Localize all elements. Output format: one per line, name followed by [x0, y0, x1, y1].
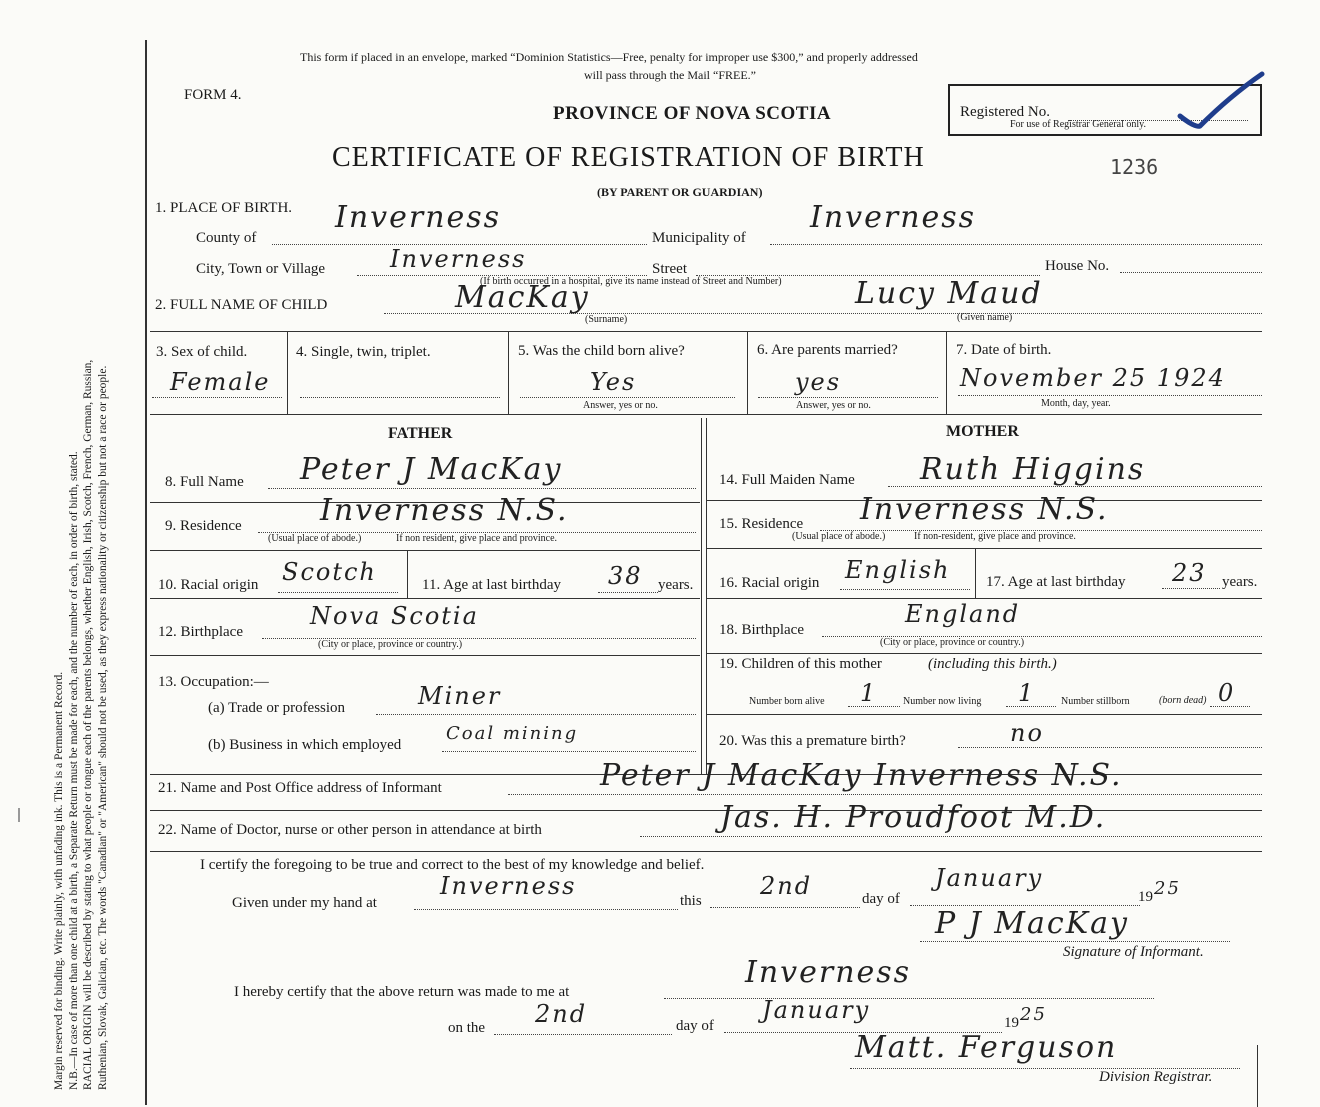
checkmark-icon: [1170, 66, 1270, 136]
mother-residence-label: 15. Residence: [719, 516, 804, 532]
province-heading: PROVINCE OF NOVA SCOTIA: [553, 103, 832, 124]
hospital-note: (If birth occurred in a hospital, give its name instead of Street and Number): [480, 276, 782, 287]
date-format-note: Month, day, year.: [1041, 398, 1111, 409]
father-age-value: 38: [608, 562, 643, 590]
now-living-label: Number now living: [903, 696, 982, 707]
born-alive-value: Yes: [590, 368, 637, 396]
registered-note: For use of Registrar General only.: [1010, 119, 1146, 130]
father-years-label: years.: [658, 577, 694, 593]
certify-year-prefix: 19: [1138, 889, 1153, 905]
signature-informant-label: Signature of Informant.: [1063, 944, 1204, 960]
margin-notes: [52, 30, 110, 1090]
children-note: (including this birth.): [928, 656, 1057, 672]
father-racial-label: 10. Racial origin: [158, 577, 259, 593]
born-alive-count-label: Number born alive: [749, 696, 825, 707]
mother-heading: MOTHER: [946, 423, 1019, 440]
child-name-label: 2. FULL NAME OF CHILD: [155, 297, 328, 313]
single-twin-label: 4. Single, twin, triplet.: [296, 344, 431, 360]
date-of-birth-value: November 25 1924: [960, 364, 1226, 392]
mother-racial-value: English: [845, 556, 951, 584]
child-given-name: Lucy Maud: [855, 276, 1043, 311]
mother-residence-value: Inverness N.S.: [860, 492, 1109, 527]
mother-name-value: Ruth Higgins: [920, 452, 1146, 487]
father-age-label: 11. Age at last birthday: [422, 577, 561, 593]
punch-mark: [18, 808, 20, 822]
father-nonresident-note: If non resident, give place and province.: [396, 533, 558, 544]
mail-notice-line1: This form if placed in an envelope, marked “Dominion Statistics—Free, penalty for improper use $300,” and properly addressed: [300, 50, 918, 64]
mail-notice-line2: will pass through the Mail “FREE.”: [584, 68, 756, 82]
surname-note: (Surname): [585, 314, 628, 325]
informant-signature: P J MacKay: [935, 906, 1129, 941]
father-residence-value: Inverness N.S.: [320, 493, 569, 528]
father-name-label: 8. Full Name: [165, 474, 244, 490]
serial-number: 1236: [1110, 155, 1159, 179]
date-of-birth-label: 7. Date of birth.: [956, 342, 1052, 358]
father-abode-note: (Usual place of abode.): [268, 533, 362, 544]
mother-nonresident-note: If non-resident, give place and province.: [914, 531, 1076, 542]
born-alive-label: 5. Was the child born alive?: [518, 343, 685, 359]
county-label: County of: [196, 230, 257, 246]
sex-value: Female: [170, 368, 271, 396]
born-alive-count-value: 1: [860, 679, 878, 707]
document-subtitle: (BY PARENT OR GUARDIAN): [597, 185, 763, 199]
father-birthplace-note: (City or place, province or country.): [318, 639, 463, 650]
house-number-label: House No.: [1045, 258, 1110, 274]
county-value: Inverness: [335, 200, 502, 235]
father-name-value: Peter J MacKay: [300, 452, 563, 487]
father-birthplace-value: Nova Scotia: [310, 602, 479, 630]
place-of-birth-label: 1. PLACE OF BIRTH.: [155, 200, 293, 216]
given-place-value: Inverness: [440, 872, 577, 900]
business-label: (b) Business in which employed: [208, 737, 402, 753]
married-answer-note: Answer, yes or no.: [796, 400, 871, 411]
margin-line: RACIAL ORIGIN will be described by stating to what people or tongue each of the parents belongs, whether English, Irish, Scotch, French, German, Russian,: [82, 359, 95, 1090]
given-name-note: (Given name): [957, 312, 1013, 323]
document-title: CERTIFICATE OF REGISTRATION OF BIRTH: [332, 142, 925, 173]
margin-line: Ruthenian, Slovak, Galician, etc. The words "Canadian" or "American" should not be used, as they express nationality or citizenship but not a race or people.: [96, 365, 109, 1090]
mother-racial-label: 16. Racial origin: [719, 575, 820, 591]
margin-line: N.B.—In case of more than one child at a birth, a Separate Return must be made for each, and the number of each, in order of birth, stated.: [67, 451, 80, 1090]
mother-birthplace-label: 18. Birthplace: [719, 622, 804, 638]
street-label: Street: [652, 261, 687, 277]
mother-name-label: 14. Full Maiden Name: [719, 472, 855, 488]
certify-day-value: 2nd: [760, 872, 813, 900]
informant-label: 21. Name and Post Office address of Informant: [158, 780, 442, 796]
father-heading: FATHER: [388, 425, 453, 442]
registrar-day-value: 2nd: [535, 1000, 588, 1028]
mother-years-label: years.: [1222, 574, 1258, 590]
now-living-value: 1: [1018, 679, 1036, 707]
this-label: this: [680, 893, 702, 909]
certify-year-suffix: 25: [1154, 878, 1181, 899]
business-value: Coal mining: [446, 723, 579, 744]
certify-month-value: January: [935, 864, 1044, 892]
father-birthplace-label: 12. Birthplace: [158, 624, 243, 640]
children-label: 19. Children of this mother: [719, 656, 882, 672]
premature-value: no: [1010, 719, 1044, 747]
child-surname: MacKay: [455, 280, 590, 315]
municipality-label: Municipality of: [652, 230, 746, 246]
mother-birthplace-note: (City or place, province or country.): [880, 637, 1025, 648]
registrar-year-suffix: 25: [1020, 1004, 1047, 1025]
trade-label: (a) Trade or profession: [208, 700, 346, 716]
stillborn-note: (born dead): [1159, 695, 1207, 706]
premature-label: 20. Was this a premature birth?: [719, 733, 906, 749]
registrar-place-value: Inverness: [745, 955, 912, 990]
alive-answer-note: Answer, yes or no.: [583, 400, 658, 411]
mother-abode-note: (Usual place of abode.): [792, 531, 886, 542]
stillborn-label: Number stillborn: [1061, 696, 1130, 707]
sex-label: 3. Sex of child.: [156, 344, 248, 360]
registrar-year-prefix: 19: [1004, 1015, 1019, 1031]
division-registrar-label: Division Registrar.: [1099, 1069, 1213, 1085]
municipality-value: Inverness: [810, 200, 977, 235]
registrar-signature: Matt. Ferguson: [855, 1030, 1118, 1065]
registrar-statement: I hereby certify that the above return was made to me at: [234, 984, 570, 1000]
mother-age-value: 23: [1172, 559, 1207, 587]
parents-married-label: 6. Are parents married?: [757, 342, 898, 358]
day-of-label: day of: [862, 891, 900, 907]
father-racial-value: Scotch: [282, 558, 377, 586]
registered-label: Registered No.: [960, 104, 1050, 120]
binding-margin-rule: [145, 40, 147, 1105]
mother-age-label: 17. Age at last birthday: [986, 574, 1126, 590]
registrar-month-value: January: [762, 996, 871, 1024]
form-number: FORM 4.: [184, 87, 242, 103]
mother-birthplace-value: England: [905, 600, 1021, 628]
registrar-day-of-label: day of: [676, 1018, 714, 1034]
on-the-label: on the: [448, 1020, 486, 1036]
informant-value: Peter J MacKay Inverness N.S.: [600, 758, 1123, 793]
doctor-label: 22. Name of Doctor, nurse or other person in attendance at birth: [158, 822, 542, 838]
given-under-hand-label: Given under my hand at: [232, 895, 377, 911]
father-residence-label: 9. Residence: [165, 518, 242, 534]
city-label: City, Town or Village: [196, 261, 326, 277]
margin-line: Margin reserved for binding. Write plainly, with unfading ink. This is a Permanent Record.: [53, 671, 65, 1090]
trade-value: Miner: [418, 682, 502, 710]
city-value: Inverness: [390, 245, 527, 273]
father-occupation-label: 13. Occupation:—: [158, 674, 269, 690]
parents-married-value: yes: [795, 368, 842, 396]
stillborn-value: 0: [1218, 679, 1236, 707]
certify-statement: I certify the foregoing to be true and correct to the best of my knowledge and belief.: [200, 857, 705, 873]
doctor-value: Jas. H. Proudfoot M.D.: [720, 800, 1107, 835]
